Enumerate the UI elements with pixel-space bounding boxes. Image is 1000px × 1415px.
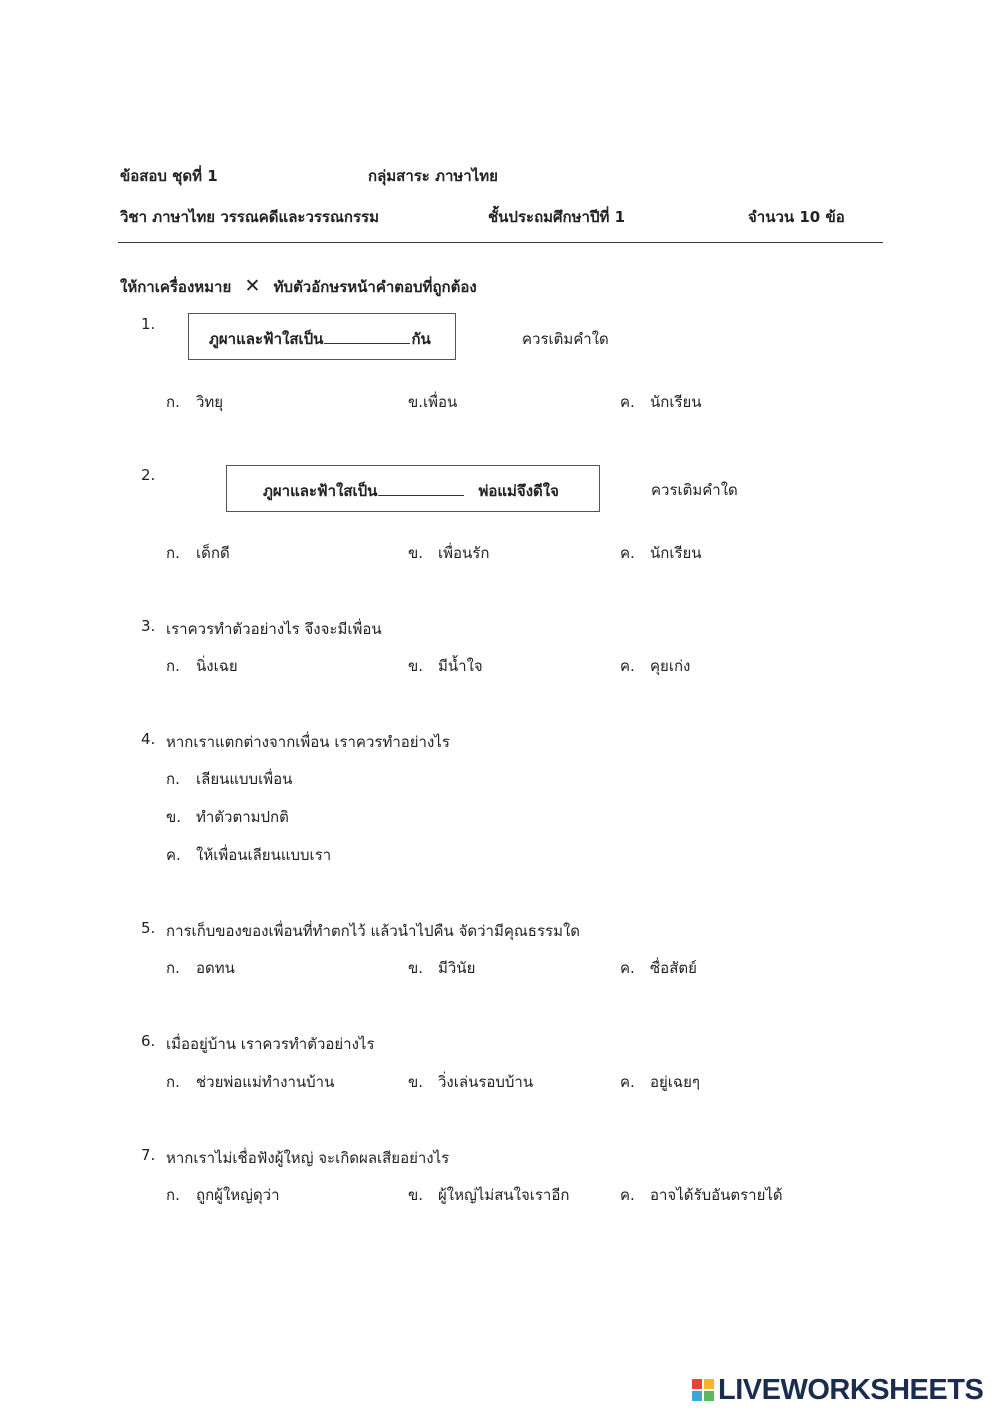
question-text: การเก็บของของเพื่อนที่ทำตกไว้ แล้วนำไปคืน จัดว่ามีคุณธรรมใด	[166, 922, 581, 940]
choice-text: นักเรียน	[650, 544, 702, 562]
choice-text: ถูกผู้ใหญ่ดุว่า	[196, 1186, 280, 1204]
question-number: 6.	[141, 1032, 156, 1050]
choice-letter[interactable]: ค.	[620, 959, 635, 977]
choice-letter[interactable]: ค.	[620, 657, 635, 675]
choice-letter[interactable]: ค.	[620, 544, 635, 562]
choice-text: เด็กดี	[196, 544, 230, 562]
question-number: 1.	[141, 315, 156, 333]
choice-letter[interactable]: ก.	[166, 770, 180, 788]
sentence-after: พ่อแม่จึงดีใจ	[478, 482, 559, 500]
choice-letter[interactable]: ก.	[166, 1073, 180, 1091]
logo-mark-icon	[692, 1379, 714, 1401]
question-number: 7.	[141, 1146, 156, 1164]
choice-letter[interactable]: ก.	[166, 1186, 180, 1204]
choice-text: ผู้ใหญ่ไม่สนใจเราอีก	[438, 1186, 570, 1204]
course-title: วิชา ภาษาไทย วรรณคดีและวรรณกรรม	[120, 208, 379, 226]
sentence-after: กัน	[411, 330, 431, 348]
fill-in-blank[interactable]	[324, 329, 410, 344]
choice-text: อาจได้รับอันตรายได้	[650, 1186, 783, 1204]
choice-text: มีวินัย	[438, 959, 476, 977]
choice-letter[interactable]: ข.	[408, 959, 424, 977]
choice-letter[interactable]: ข.	[408, 1073, 424, 1091]
logo-square	[704, 1391, 714, 1401]
choice-text: อดทน	[196, 959, 235, 977]
question-count: จำนวน 10 ข้อ	[748, 208, 845, 226]
question-text: หากเราแตกต่างจากเพื่อน เราควรทำอย่างไร	[166, 733, 450, 751]
header-divider	[118, 242, 883, 243]
logo-square	[692, 1379, 702, 1389]
choice-letter[interactable]: ก.	[166, 657, 180, 675]
choice-text: นักเรียน	[650, 393, 702, 411]
question-number: 4.	[141, 730, 156, 748]
choice-text: วิ่งเล่นรอบบ้าน	[438, 1073, 534, 1091]
logo-square	[704, 1379, 714, 1389]
question-text: หากเราไม่เชื่อฟังผู้ใหญ่ จะเกิดผลเสียอย่างไร	[166, 1149, 450, 1167]
subject-group: กลุ่มสาระ ภาษาไทย	[368, 167, 498, 185]
exam-set: ข้อสอบ ชุดที่ 1	[120, 167, 218, 185]
question-number: 3.	[141, 617, 156, 635]
liveworksheets-logo	[692, 1373, 983, 1407]
choice-text: ช่วยพ่อแม่ทำงานบ้าน	[196, 1073, 335, 1091]
choice-letter[interactable]: ค.	[620, 393, 635, 411]
choice-text: นิ่งเฉย	[196, 657, 238, 675]
choice-text: ให้เพื่อนเลียนแบบเรา	[196, 846, 332, 864]
choice-letter[interactable]: ข.	[408, 544, 424, 562]
choice-letter[interactable]: ค.	[620, 1073, 635, 1091]
choice-letter[interactable]: ค.	[620, 1186, 635, 1204]
question-text: เราควรทำตัวอย่างไร จึงจะมีเพื่อน	[166, 620, 382, 638]
choice-text: ซื่อสัตย์	[650, 959, 697, 977]
instruction	[120, 275, 477, 299]
logo-square	[692, 1391, 702, 1401]
instruction-prefix: ให้กาเครื่องหมาย	[120, 278, 232, 296]
question-prompt: ควรเติมคำใด	[651, 481, 738, 499]
sentence-before: ภูผาและฟ้าใสเป็น	[209, 330, 324, 348]
sentence-before: ภูผาและฟ้าใสเป็น	[263, 482, 378, 500]
choice-letter[interactable]: ค.	[166, 846, 181, 864]
question-prompt: ควรเติมคำใด	[522, 330, 609, 348]
sentence-box	[188, 313, 456, 360]
choice-text: วิทยุ	[196, 393, 224, 411]
x-mark-icon: ✕	[244, 275, 261, 297]
choice-letter[interactable]: ก.	[166, 959, 180, 977]
grade-level: ชั้นประถมศึกษาปีที่ 1	[488, 208, 626, 226]
question-text: เมื่ออยู่บ้าน เราควรทำตัวอย่างไร	[166, 1035, 375, 1053]
sentence-box	[226, 465, 600, 512]
question-number: 5.	[141, 919, 156, 937]
choice-text[interactable]: ข.เพื่อน	[408, 393, 458, 411]
choice-text: มีน้ำใจ	[438, 657, 483, 675]
choice-text: ทำตัวตามปกติ	[196, 808, 289, 826]
logo-text: LIVEWORKSHEETS	[718, 1373, 984, 1406]
choice-letter[interactable]: ก.	[166, 393, 180, 411]
choice-text: เลียนแบบเพื่อน	[196, 770, 293, 788]
choice-letter[interactable]: ข.	[408, 657, 424, 675]
choice-letter[interactable]: ก.	[166, 544, 180, 562]
choice-letter[interactable]: ข.	[408, 1186, 424, 1204]
question-number: 2.	[141, 466, 156, 484]
choice-text: คุยเก่ง	[650, 657, 691, 675]
instruction-suffix: ทับตัวอักษรหน้าคำตอบที่ถูกต้อง	[273, 278, 477, 296]
choice-letter[interactable]: ข.	[166, 808, 182, 826]
choice-text: เพื่อนรัก	[438, 544, 490, 562]
choice-text: อยู่เฉยๆ	[650, 1073, 700, 1091]
fill-in-blank[interactable]	[378, 481, 464, 496]
